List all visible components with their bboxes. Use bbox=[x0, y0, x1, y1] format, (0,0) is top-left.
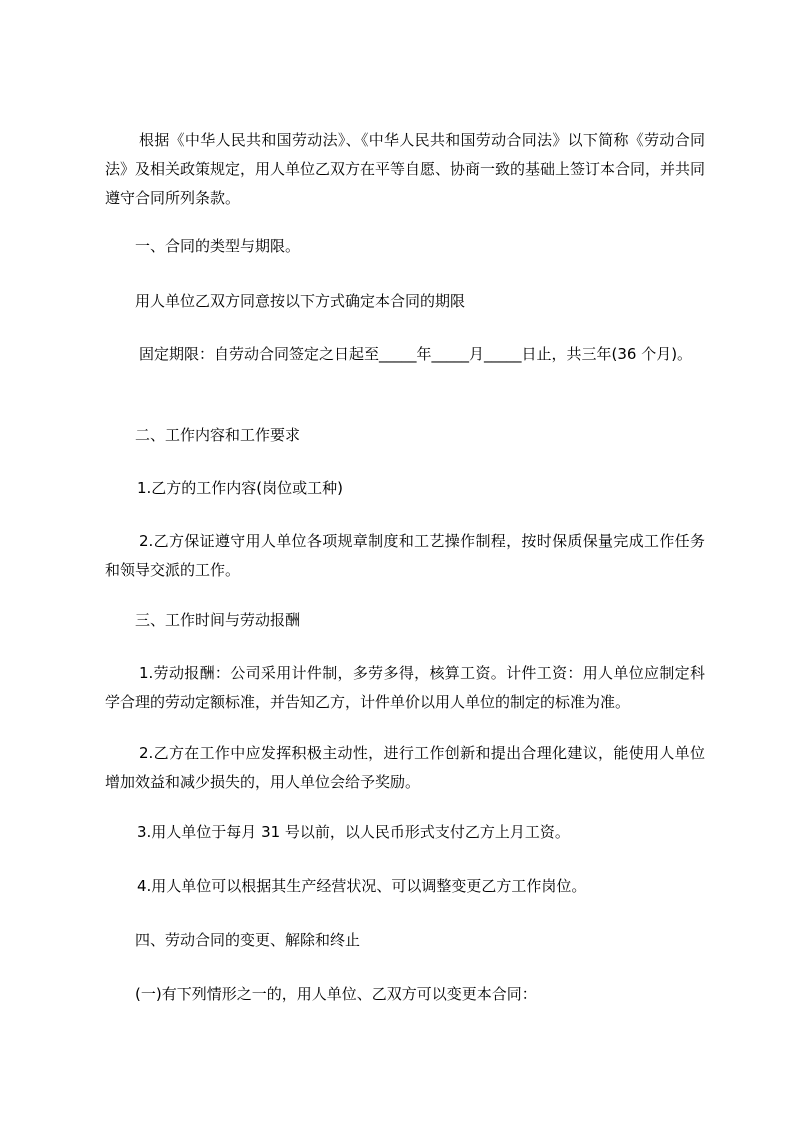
work-content-item-1: 1.乙方的工作内容(岗位或工种) bbox=[137, 479, 344, 497]
intro-paragraph: 根据《中华人民共和国劳动法》、《中华人民共和国劳动合同法》以下简称《劳动合同法》及相关政策规定，用人单位乙双方在平等自愿、协商一致的基础上签订本合同，并共同遵守合同所列条款。 bbox=[105, 131, 706, 207]
change-conditions-paragraph: (一)有下列情形之一的，用人单位、乙双方可以变更本合同： bbox=[135, 985, 537, 1003]
term-agreement-paragraph: 用人单位乙双方同意按以下方式确定本合同的期限 bbox=[135, 292, 466, 310]
section-heading-3: 三、工作时间与劳动报酬 bbox=[135, 611, 301, 629]
section-heading-4: 四、劳动合同的变更、解除和终止 bbox=[135, 931, 361, 949]
remuneration-item-3: 3.用人单位于每月 31 号以前，以人民币形式支付乙方上月工资。 bbox=[137, 823, 570, 841]
work-content-item-2: 2.乙方保证遵守用人单位各项规章制度和工艺操作制程，按时保质保量完成工作任务和领导交派的工作。 bbox=[105, 532, 705, 579]
fixed-term-paragraph: 固定期限：自劳动合同签定之日起至_____年_____月_____日止，共三年(36 个月)。 bbox=[139, 345, 693, 363]
remuneration-item-1: 1.劳动报酬：公司采用计件制，多劳多得，核算工资。计件工资：用人单位应制定科学合理的劳动定额标准，并告知乙方，计件单价以用人单位的制定的标准为准。 bbox=[105, 664, 705, 711]
remuneration-item-4: 4.用人单位可以根据其生产经营状况、可以调整变更乙方工作岗位。 bbox=[137, 877, 587, 895]
section-heading-2: 二、工作内容和工作要求 bbox=[135, 426, 301, 444]
section-heading-1: 一、合同的类型与期限。 bbox=[135, 237, 301, 255]
remuneration-item-2: 2.乙方在工作中应发挥积极主动性，进行工作创新和提出合理化建议，能使用人单位增加效益和减少损失的，用人单位会给予奖励。 bbox=[105, 744, 705, 791]
